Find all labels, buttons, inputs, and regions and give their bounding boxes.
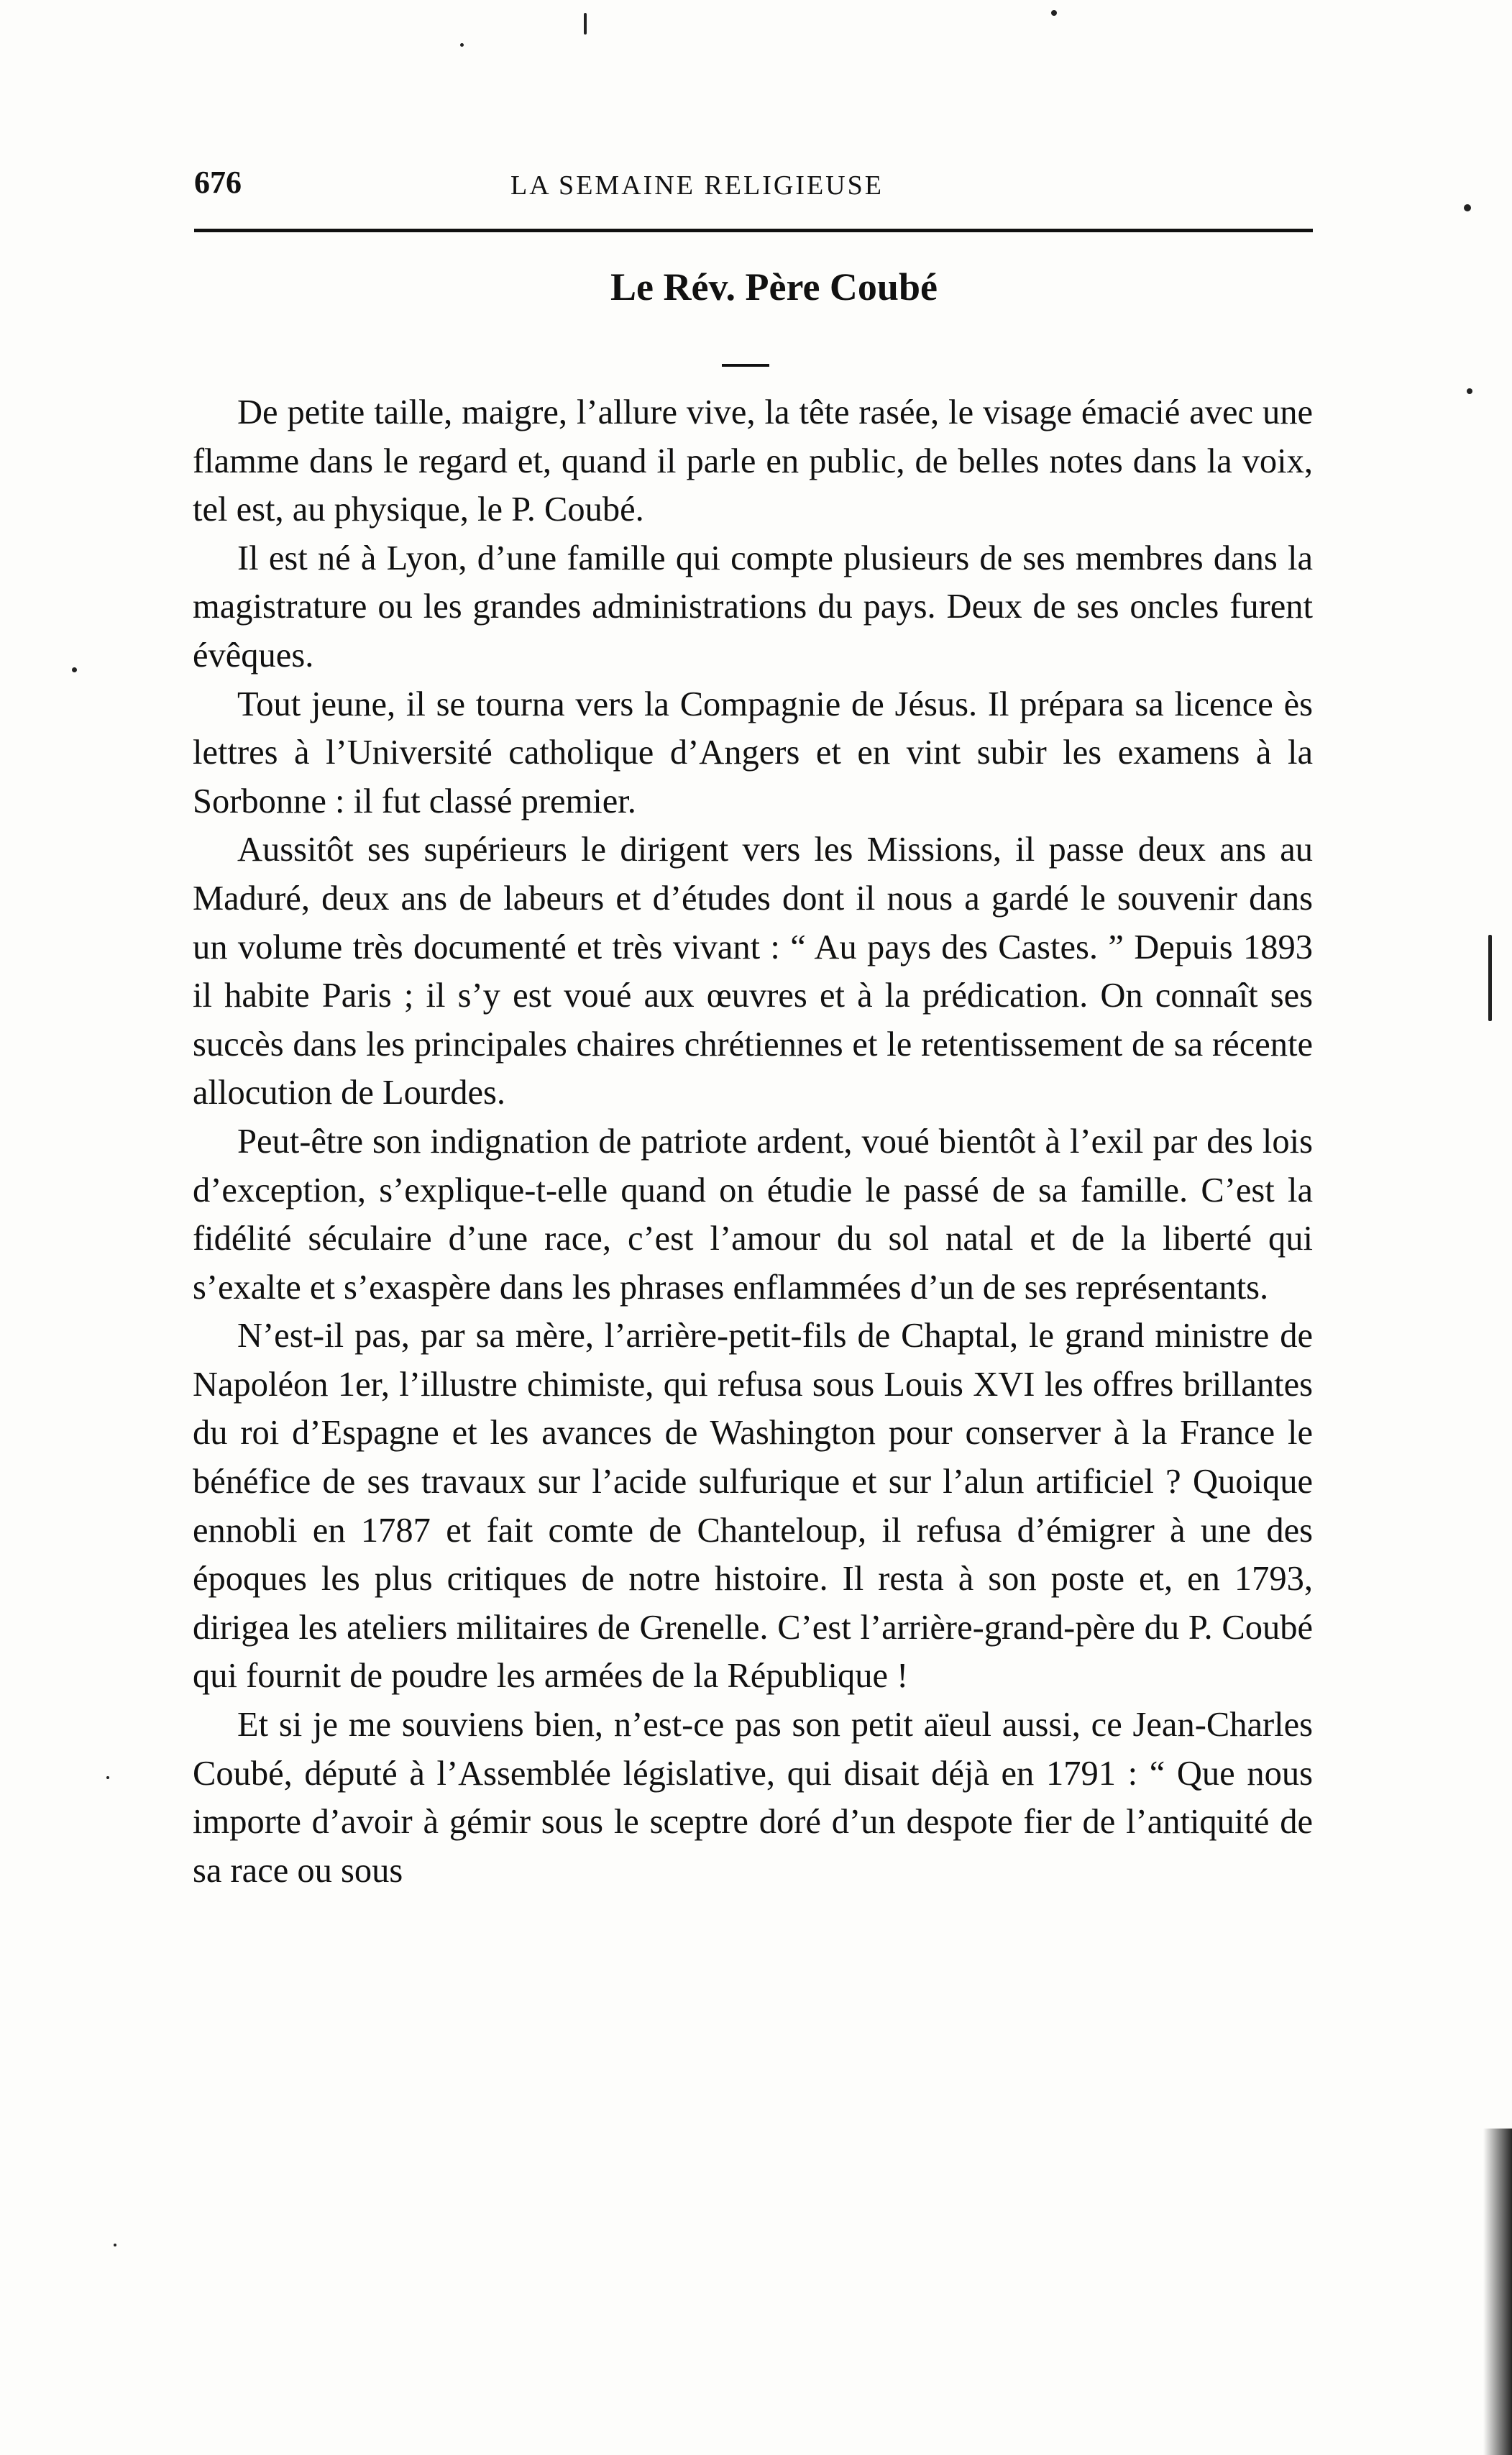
page-number: 676 bbox=[194, 165, 242, 200]
paragraph-1: De petite taille, maigre, l’allure vive, la tête rasée, le visage émacié avec une flamme dans le regard et, quand il parle en public, de belles notes dans la voix, tel est, au physique, le P. Coubé. bbox=[193, 393, 1313, 529]
running-title: LA SEMAINE RELIGIEUSE bbox=[510, 170, 884, 201]
paragraph-7: Et si je me souviens bien, n’est-ce pas son petit aïeul aussi, ce Jean-Charles Coubé, député à l’Assemblée législative, qui disait déjà en 1791 : “ Que nous importe d’avoir à gémir sous le sceptre doré d’un despote fier de l’antiquité de sa race ou sous bbox=[193, 1706, 1313, 1890]
scan-speck bbox=[460, 43, 464, 47]
paragraph-3: Tout jeune, il se tourna vers la Compagnie de Jésus. Il prépara sa licence ès lettres à l’Université catholique d’Angers et en vint subir les examens à la Sorbonne : il fut classé premier. bbox=[193, 685, 1313, 820]
paragraph-5: Peut-être son indignation de patriote ardent, voué bientôt à l’exil par des lois d’exception, s’explique-t-elle quand on étudie le passé de sa famille. C’est la fidélité séculaire d’une race, c’est l’amour du sol natal et de la liberté qui s’exalte et s’exaspère dans les phrases enflammées d’un de ses représentants. bbox=[193, 1122, 1313, 1307]
paragraph-2: Il est né à Lyon, d’une famille qui compte plusieurs de ses membres dans la magistrature ou les grandes administrations du pays. Deux de ses oncles furent évêques. bbox=[193, 539, 1313, 675]
paragraph-6: N’est-il pas, par sa mère, l’arrière-petit-fils de Chaptal, le grand ministre de Napoléon 1er, l’illustre chimiste, qui refusa sous Louis XVI les offres brillantes du roi d’Espagne et les avances de Washington pour conserver à la France le bénéfice de ses travaux sur l’acide sulfurique et sur l’alun artificiel ? Quoique ennobli en 1787 et fait comte de Chanteloup, il refusa d’émigrer à une des époques les plus critiques de notre histoire. Il resta à son poste et, en 1793, dirigea les ateliers militaires de Grenelle. C’est l’arrière-grand-père du P. Coubé qui fournit de poudre les armées de la République ! bbox=[193, 1317, 1313, 1696]
scan-speck bbox=[72, 667, 77, 672]
scan-speck bbox=[1467, 388, 1472, 394]
article-title: Le Rév. Père Coubé bbox=[610, 265, 938, 308]
scan-speck bbox=[1464, 204, 1471, 211]
page-edge-shadow bbox=[1483, 2129, 1512, 2455]
scan-speck bbox=[114, 2244, 116, 2246]
header-rule bbox=[194, 229, 1313, 232]
scan-speck bbox=[106, 1776, 109, 1779]
title-dash bbox=[722, 364, 769, 367]
running-header bbox=[194, 164, 1316, 214]
scan-speck bbox=[584, 13, 587, 35]
scan-speck bbox=[1051, 10, 1057, 16]
article-body bbox=[193, 388, 1313, 1895]
paragraph-4: Aussitôt ses supérieurs le dirigent vers les Missions, il passe deux ans au Maduré, deux ans de labeurs et d’études dont il nous a gardé le souvenir dans un volume très documenté et très vivant : “ Au pays des Castes. ” Depuis 1893 il habite Paris ; il s’y est voué aux œuvres et à la prédication. On connaît ses succès dans les principales chaires chrétiennes et le retentissement de sa récente allocution de Lourdes. bbox=[193, 831, 1313, 1112]
scan-speck bbox=[1488, 935, 1492, 1021]
